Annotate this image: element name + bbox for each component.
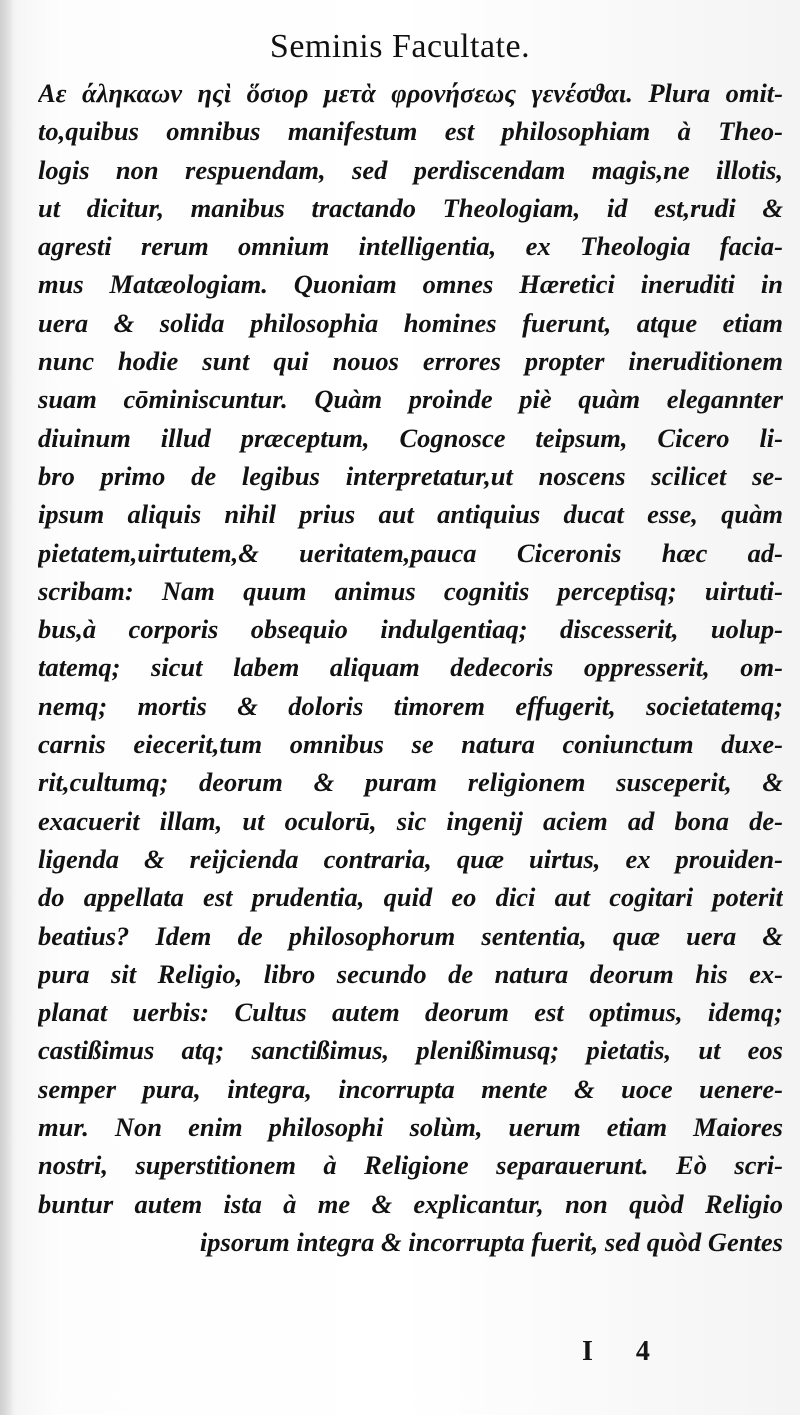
running-title: Seminis Facultate.: [269, 28, 531, 65]
text-line: suam cōminiscuntur. Quàm proinde piè quàm elegannter: [38, 384, 783, 415]
text-line: nunc hodie sunt qui nouos errores propter ineruditionem: [38, 346, 783, 377]
text-line: pura sit Religio, libro secundo de natura deorum his ex-: [38, 958, 783, 989]
gutter-shadow: [0, 0, 14, 1415]
text-line: ipsum aliquis nihil prius aut antiquius ducat esse, quàm: [38, 499, 783, 530]
text-line: to,quibus omnibus manifestum est philosophiam à Theo-: [38, 116, 783, 147]
signature-mark: I 4: [582, 1336, 668, 1367]
text-line: semper pura, integra, incorrupta mente & uoce uenere-: [38, 1073, 783, 1104]
text-line: planat uerbis: Cultus autem deorum est optimus, idemq;: [38, 997, 783, 1028]
text-line: tatemq; sicut labem aliquam dedecoris oppresserit, om-: [38, 652, 783, 683]
text-line: ligenda & reijcienda contraria, quæ uirtus, ex prouiden-: [38, 843, 783, 874]
text-line: agresti rerum omnium intelligentia, ex Theologia facia-: [38, 231, 783, 262]
text-line: scribam: Nam quum animus cognitis perceptisq; uirtuti-: [38, 575, 783, 606]
text-line: carnis eiecerit,tum omnibus se natura coniunctum duxe-: [38, 729, 783, 760]
text-line: mur. Non enim philosophi solùm, uerum etiam Maiores: [38, 1112, 783, 1143]
text-line: ut dicitur, manibus tractando Theologiam, id est,rudi &: [38, 192, 783, 223]
text-line: do appellata est prudentia, quid eo dici aut cogitari poterit: [38, 882, 783, 913]
text-line: beatius? Idem de philosophorum sententia, quæ uera &: [38, 920, 783, 951]
text-line: bus,à corporis obsequio indulgentiaq; discesserit, uolup-: [38, 614, 783, 645]
text-line: uera & solida philosophia homines fuerunt, atque etiam: [38, 307, 783, 338]
text-line: ipsorum integra & incorrupta fuerit, sed quòd Gentes: [199, 1226, 783, 1257]
text-line: exacuerit illam, ut oculorū, sic ingenij aciem ad bona de-: [38, 805, 783, 836]
text-line: castißimus atq; sanctißimus, plenißimusq; pietatis, ut eos: [38, 1035, 783, 1066]
text-line: pietatem,uirtutem,& ueritatem,pauca Ciceronis hæc ad-: [38, 537, 783, 568]
text-line: buntur autem ista à me & explicantur, non quòd Religio: [38, 1188, 783, 1219]
text-line: Αε άληκαων ηςὶ ὅσιορ μετὰ φρονήσεως γενέσϑαι. Plura omit-: [38, 78, 783, 108]
text-line: bro primo de legibus interpretatur,ut noscens scilicet se-: [38, 460, 783, 491]
text-line: nemq; mortis & doloris timorem effugerit, societatemq;: [38, 690, 783, 721]
text-line: nostri, superstitionem à Religione separauerunt. Eò scri-: [38, 1150, 783, 1181]
text-line: mus Matæologiam. Quoniam omnes Hæretici ineruditi in: [38, 269, 783, 300]
text-line: diuinum illud præceptum, Cognosce teipsum, Cicero li-: [38, 422, 783, 453]
body-text: [38, 74, 783, 1261]
text-line: rit,cultumq; deorum & puram religionem susceperit, &: [38, 767, 783, 798]
text-line: logis non respuendam, sed perdiscendam magis,ne illotis,: [38, 154, 783, 185]
